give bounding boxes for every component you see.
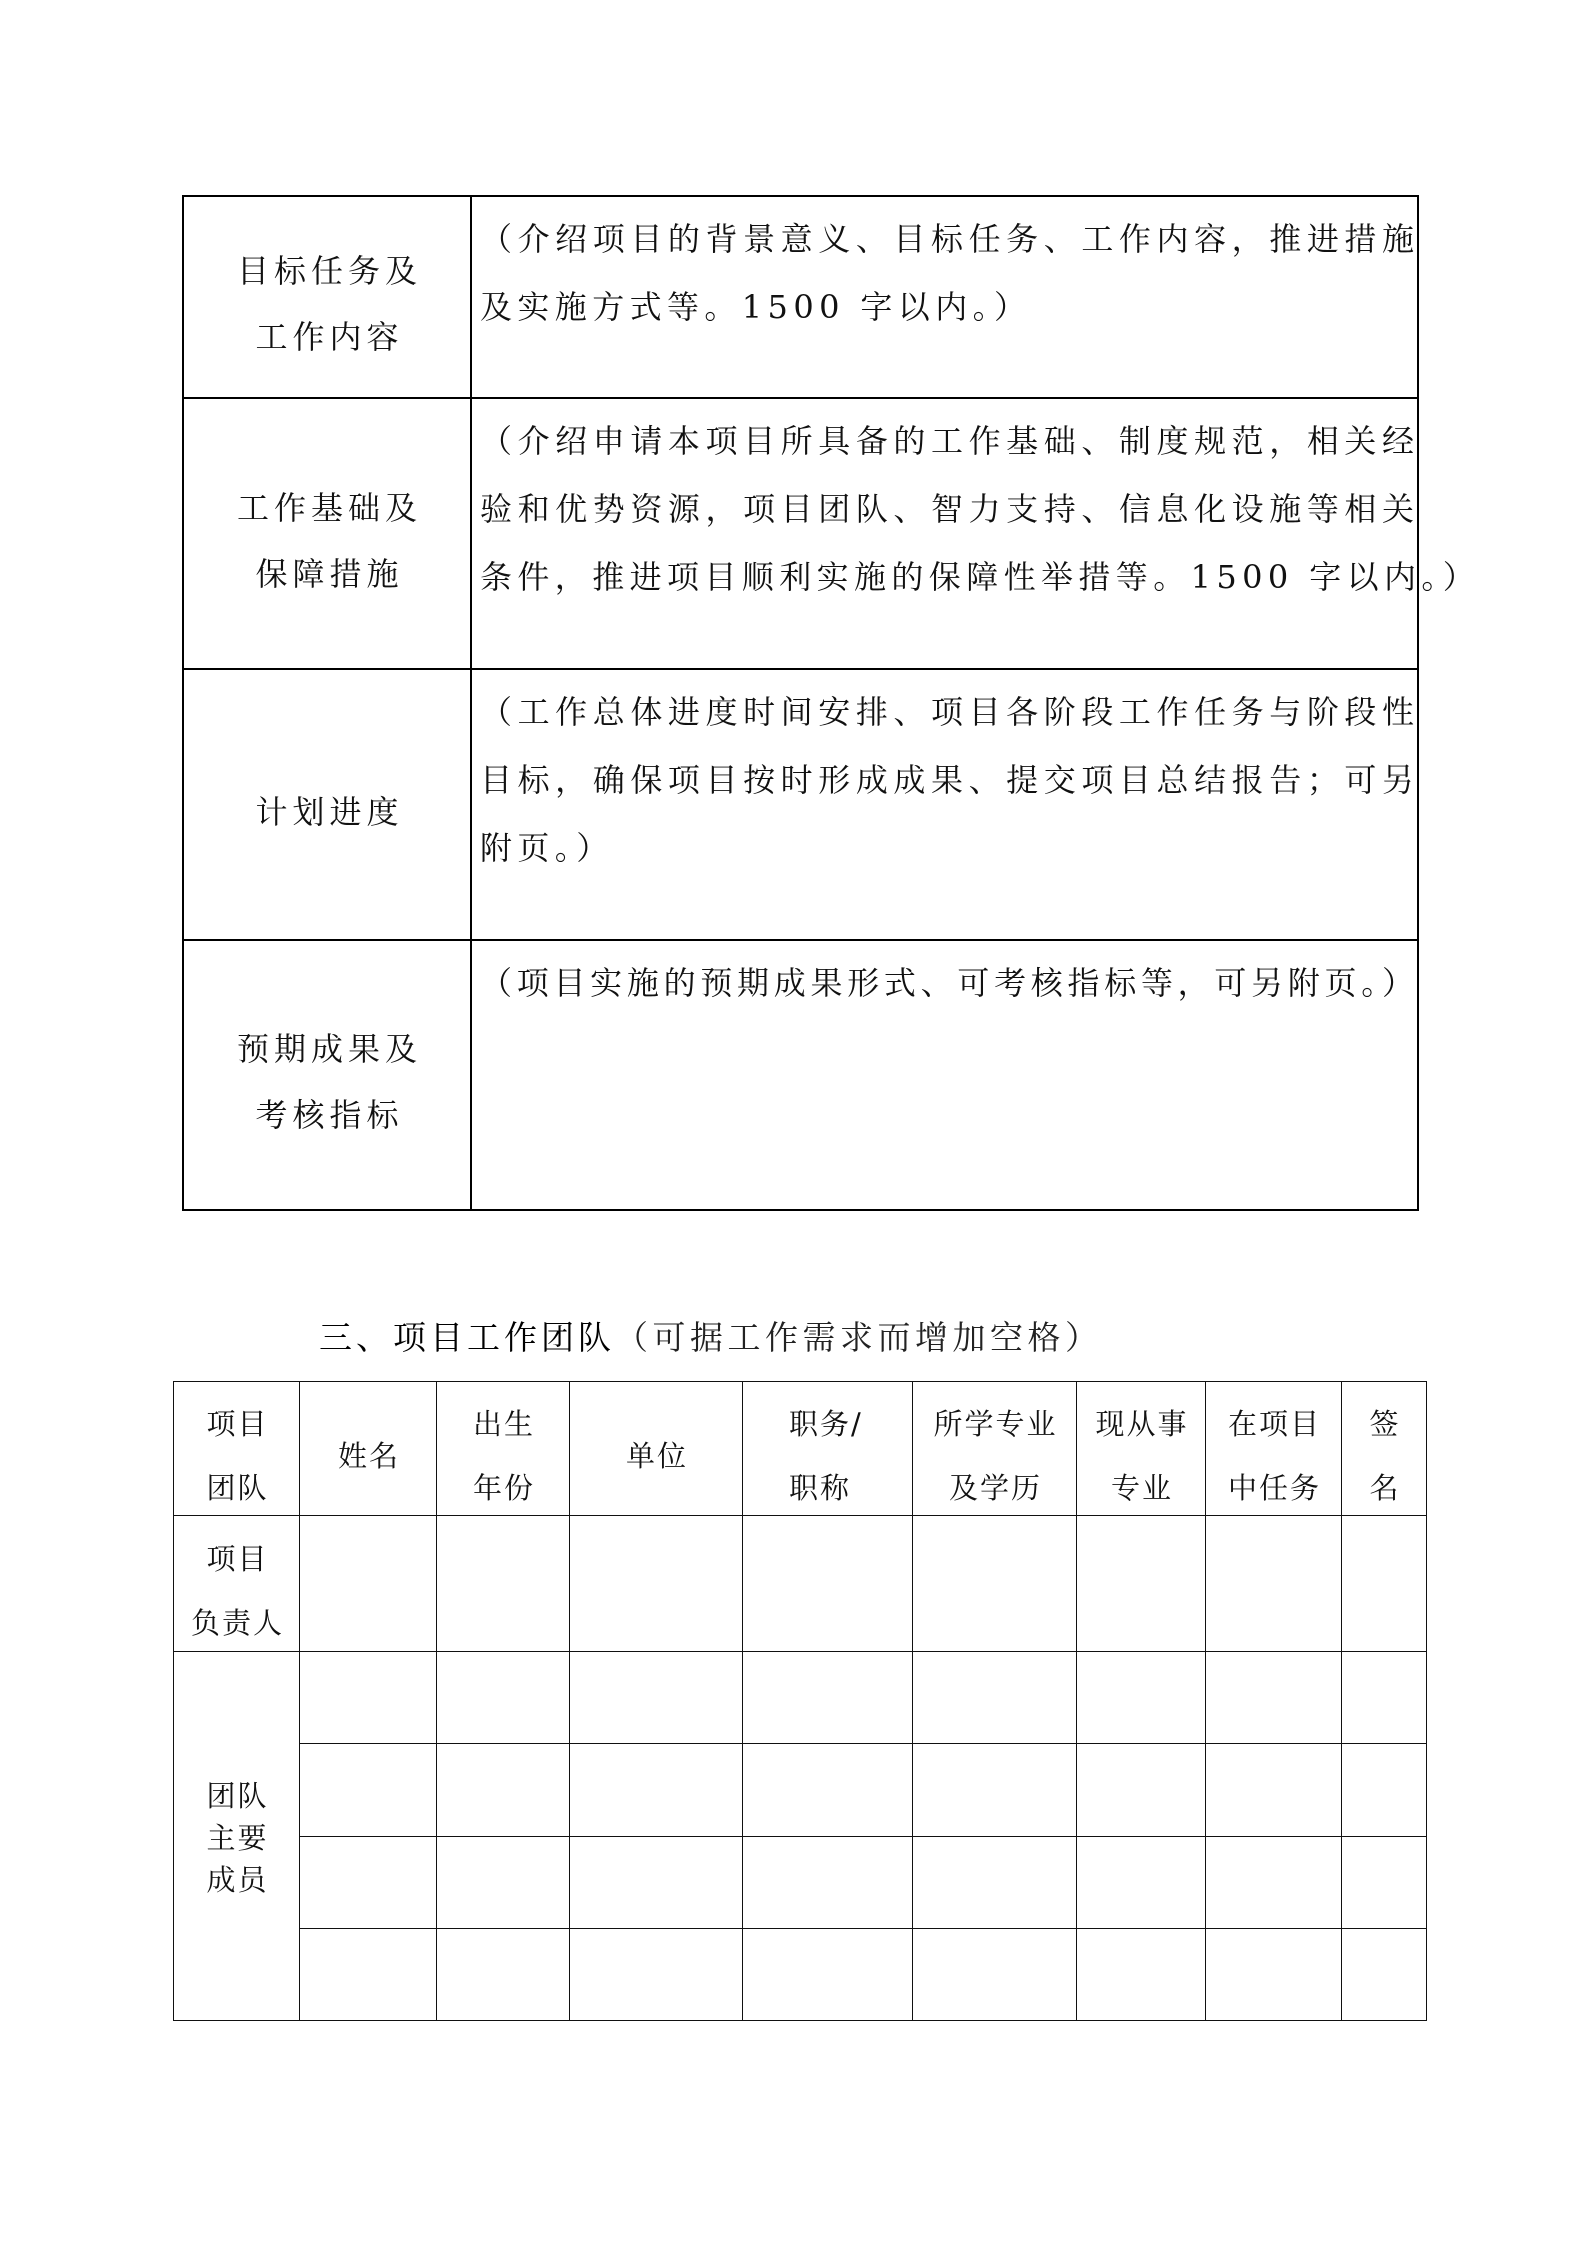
member-1-cell-current-field (1077, 1652, 1206, 1744)
label-outcomes (183, 940, 471, 1210)
member-3-cell-current-field (1077, 1837, 1206, 1929)
label-line: 工作内容 (255, 318, 404, 356)
section-heading (319, 1313, 1103, 1363)
leader-label-line: 项目 (206, 1541, 269, 1576)
label-wrap (189, 238, 470, 370)
content-line: （介绍项目的背景意义、目标任务、工作内容，推进措施 (480, 220, 1414, 258)
member-row (174, 1837, 1427, 1929)
member-3-cell-signature (1342, 1837, 1427, 1929)
header-wrap (743, 1392, 912, 1520)
header-line: 在项目 (1227, 1406, 1321, 1441)
section-note: （可据工作需求而增加空格） (615, 1318, 1103, 1357)
label-line: 考核指标 (255, 1096, 404, 1134)
label-line: 工作基础及 (236, 488, 422, 527)
header-wrap (1342, 1392, 1426, 1520)
member-4-cell-position-title (743, 1929, 913, 2021)
header-line: 中任务 (1227, 1470, 1321, 1505)
header-line: 现从事 (1095, 1406, 1189, 1441)
member-2-cell-birth-year (437, 1744, 570, 1837)
project-details-table (182, 195, 1481, 1211)
content-schedule (471, 669, 1418, 940)
members-label-line: 主要 (206, 1821, 269, 1855)
header-line: 职称 (789, 1470, 852, 1505)
header-wrap (913, 1392, 1076, 1520)
header-line: 名 (1369, 1470, 1401, 1505)
member-2-cell-major-education (913, 1744, 1077, 1837)
content-line: （工作总体进度时间安排、项目各阶段工作任务与阶段性 (480, 693, 1414, 731)
header-current-field (1077, 1382, 1206, 1516)
leader-cell-signature (1342, 1516, 1427, 1652)
content-line: （项目实施的预期成果形式、可考核指标等，可另附页。） (480, 964, 1414, 1002)
header-line: 姓名 (337, 1438, 400, 1473)
members-label-line: 成员 (206, 1863, 269, 1897)
header-unit (570, 1382, 743, 1516)
header-line: 所学专业 (933, 1406, 1058, 1441)
leader-label-wrap (174, 1527, 299, 1655)
leader-label-line: 负责人 (190, 1605, 284, 1640)
member-1-cell-signature (1342, 1652, 1427, 1744)
content-line: 验和优势资源，项目团队、智力支持、信息化设施等相关 (480, 490, 1414, 528)
content-line: 条件，推进项目顺利实施的保障性举措等。1500 字以内。） (480, 558, 1481, 596)
content-foundation (471, 398, 1481, 669)
label-foundation (183, 398, 471, 669)
member-row (174, 1929, 1427, 2021)
label-wrap (189, 1016, 470, 1148)
leader-cell-name (300, 1516, 437, 1652)
member-1-cell-unit (570, 1652, 743, 1744)
member-row (174, 1652, 1427, 1744)
header-line: 单位 (625, 1438, 688, 1473)
header-line: 签 (1369, 1406, 1401, 1441)
member-4-cell-current-field (1077, 1929, 1206, 2021)
row-outcomes (183, 940, 1418, 1210)
member-2-cell-position-title (743, 1744, 913, 1837)
leader-cell-current-field (1077, 1516, 1206, 1652)
member-3-cell-position-title (743, 1837, 913, 1929)
members-label (174, 1652, 300, 2021)
header-wrap (437, 1392, 569, 1520)
members-label-line: 团队 (206, 1779, 269, 1813)
team-header-row (174, 1382, 1427, 1516)
team-table (173, 1381, 1427, 2021)
member-1-cell-major-education (913, 1652, 1077, 1744)
content-line: （介绍申请本项目所具备的工作基础、制度规范，相关经 (480, 422, 1414, 460)
member-2-cell-name (300, 1744, 437, 1837)
header-wrap (300, 1424, 436, 1488)
header-birth-year (437, 1382, 570, 1516)
leader-row (174, 1516, 1427, 1652)
member-3-cell-project-task (1206, 1837, 1342, 1929)
header-line: 年份 (472, 1470, 535, 1505)
member-4-cell-unit (570, 1929, 743, 2021)
member-4-cell-birth-year (437, 1929, 570, 2021)
leader-cell-project-task (1206, 1516, 1342, 1652)
header-line: 及学历 (948, 1470, 1042, 1505)
header-line: 出生 (472, 1406, 535, 1441)
content-line: 及实施方式等。1500 字以内。） (480, 288, 1032, 326)
leader-cell-major-education (913, 1516, 1077, 1652)
header-position-title (743, 1382, 913, 1516)
content-line: 附页。） (480, 829, 614, 867)
member-2-cell-project-task (1206, 1744, 1342, 1837)
header-project-task (1206, 1382, 1342, 1516)
member-row (174, 1744, 1427, 1837)
header-signature (1342, 1382, 1427, 1516)
label-line: 预期成果及 (236, 1030, 422, 1068)
content-line: 目标，确保项目按时形成成果、提交项目总结报告；可另 (480, 761, 1414, 799)
header-wrap (570, 1424, 742, 1488)
label-objectives (183, 196, 471, 398)
member-3-cell-major-education (913, 1837, 1077, 1929)
label-line: 目标任务及 (236, 252, 422, 290)
member-1-cell-project-task (1206, 1652, 1342, 1744)
leader-label (174, 1516, 300, 1652)
member-1-cell-name (300, 1652, 437, 1744)
member-1-cell-position-title (743, 1652, 913, 1744)
label-wrap (189, 779, 470, 845)
member-3-cell-birth-year (437, 1837, 570, 1929)
member-4-cell-name (300, 1929, 437, 2021)
leader-cell-position-title (743, 1516, 913, 1652)
header-line: 团队 (206, 1470, 269, 1505)
member-3-cell-unit (570, 1837, 743, 1929)
member-4-cell-project-task (1206, 1929, 1342, 2021)
row-schedule (183, 669, 1418, 940)
leader-cell-unit (570, 1516, 743, 1652)
section-title: 三、项目工作团队 (319, 1318, 615, 1357)
member-4-cell-major-education (913, 1929, 1077, 2021)
header-line: 项目 (206, 1406, 269, 1441)
label-schedule (183, 669, 471, 940)
header-line: 专业 (1110, 1470, 1173, 1505)
content-objectives (471, 196, 1418, 398)
header-wrap (174, 1392, 299, 1520)
member-2-cell-signature (1342, 1744, 1427, 1837)
header-name (300, 1382, 437, 1516)
member-2-cell-current-field (1077, 1744, 1206, 1837)
member-3-cell-name (300, 1837, 437, 1929)
member-4-cell-signature (1342, 1929, 1427, 2021)
members-label-wrap (174, 1775, 299, 1901)
member-2-cell-unit (570, 1744, 743, 1837)
label-line: 保障措施 (255, 554, 404, 593)
row-objectives (183, 196, 1418, 398)
row-foundation (183, 398, 1418, 669)
header-major-education (913, 1382, 1077, 1516)
member-1-cell-birth-year (437, 1652, 570, 1744)
header-line: 职务/ (789, 1406, 863, 1441)
header-wrap (1077, 1392, 1205, 1520)
header-team (174, 1382, 300, 1516)
leader-cell-birth-year (437, 1516, 570, 1652)
label-wrap (189, 475, 470, 607)
content-outcomes (471, 940, 1418, 1210)
label-line: 计划进度 (255, 792, 404, 831)
header-wrap (1206, 1392, 1341, 1520)
